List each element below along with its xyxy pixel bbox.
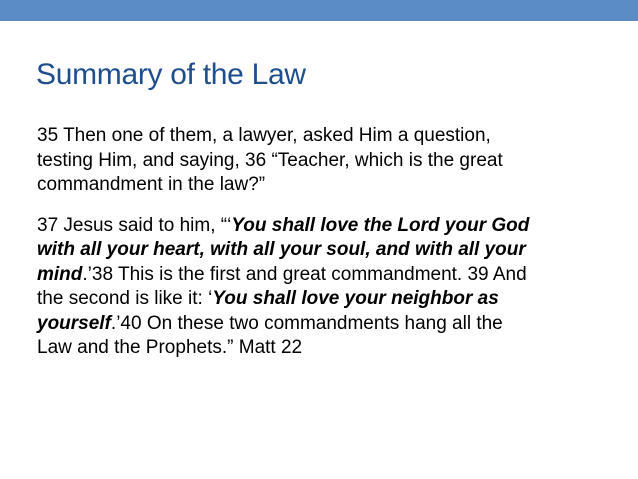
text-segment: .’40 On these two commandments hang all the [110,312,503,334]
emphasized-quote: You shall love your neighbor as [212,288,499,309]
slide-body [37,124,617,361]
paragraph-question [37,124,617,198]
text-segment: .’38 This is the first and great commandment. 39 And [82,263,527,285]
text-segment: 37 Jesus said to him, “‘ [37,214,232,236]
text-segment: the second is like it: ‘ [37,288,213,309]
text-line: commandment in the law?” [37,174,266,195]
emphasized-quote: with all your heart, with all your soul, and with all your [37,239,526,260]
text-line: 35 Then one of them, a lawyer, asked Him a question, [37,125,491,146]
top-accent-bar [0,0,638,21]
text-line: Law and the Prophets.” Matt 22 [37,337,303,358]
text-line: testing Him, and saying, 36 “Teacher, which is the great [37,149,503,171]
paragraph-answer [37,214,617,361]
emphasized-quote: You shall love the Lord your God [231,214,530,236]
slide-title: Summary of the Law [36,58,306,91]
emphasized-quote: mind [37,263,83,285]
emphasized-quote: yourself [37,312,111,334]
